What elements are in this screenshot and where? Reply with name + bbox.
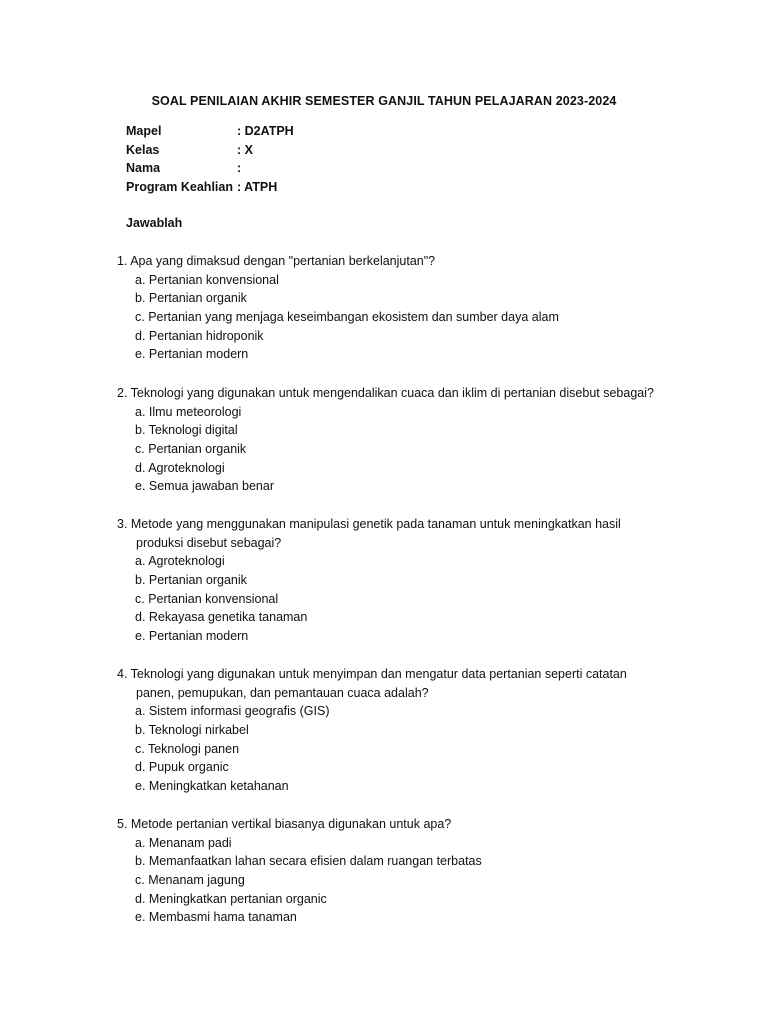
question-text: 1. Apa yang dimaksud dengan "pertanian berkelanjutan"? (117, 254, 436, 268)
info-row-program-keahlian (126, 178, 294, 197)
answer-option-e: e. Semua jawaban benar (135, 479, 274, 494)
answer-options (117, 271, 657, 364)
answer-option-e: e. Membasmi hama tanaman (135, 910, 297, 925)
question-4 (117, 665, 657, 796)
answer-option-e: e. Pertanian modern (135, 347, 249, 362)
info-label: Nama (126, 161, 161, 176)
info-row-nama (126, 159, 294, 178)
question-text: 3. Metode yang menggunakan manipulasi genetik pada tanaman untuk meningkatkan hasil (117, 517, 621, 531)
info-row-kelas (126, 141, 294, 160)
info-value: : D2ATPH (237, 124, 294, 138)
question-text: 4. Teknologi yang digunakan untuk menyimpan dan mengatur data pertanian seperti catatan (117, 667, 627, 681)
answer-option-a: a. Sistem informasi geografis (GIS) (135, 704, 330, 719)
answer-option-c: c. Pertanian yang menjaga keseimbangan ekosistem dan sumber daya alam (135, 310, 559, 325)
answer-option-b: b. Pertanian organik (135, 573, 247, 588)
answer-option-d: d. Pertanian hidroponik (135, 328, 264, 343)
answer-option-a: a. Menanam padi (135, 835, 232, 850)
answer-option-b: b. Teknologi nirkabel (135, 723, 249, 738)
answer-option-e: e. Meningkatkan ketahanan (135, 779, 289, 794)
answer-option-d: d. Pupuk organic (135, 760, 229, 775)
answer-option-e: e. Pertanian modern (135, 629, 249, 644)
answer-options (117, 702, 657, 795)
student-info-block (126, 122, 294, 197)
answer-option-c: c. Menanam jagung (135, 873, 245, 888)
question-1 (117, 252, 657, 364)
answer-option-d: d. Meningkatkan pertanian organic (135, 891, 327, 906)
answer-option-a: a. Pertanian konvensional (135, 272, 279, 287)
document-title: SOAL PENILAIAN AKHIR SEMESTER GANJIL TAHUN PELAJARAN 2023-2024 (151, 94, 617, 108)
answer-option-a: a. Agroteknologi (135, 554, 225, 569)
question-text-continued: panen, pemupukan, dan pemantauan cuaca adalah? (136, 685, 429, 700)
question-5 (117, 815, 657, 927)
question-text-continued: produksi disebut sebagai? (136, 535, 282, 550)
answer-option-a: a. Ilmu meteorologi (135, 404, 242, 419)
answer-options (117, 552, 657, 645)
info-value: : X (237, 142, 253, 157)
question-text: 5. Metode pertanian vertikal biasanya digunakan untuk apa? (117, 817, 452, 831)
question-text: 2. Teknologi yang digunakan untuk mengendalikan cuaca dan iklim di pertanian disebut sebagai? (117, 386, 654, 400)
answer-options (117, 403, 657, 496)
info-label: Kelas (126, 142, 160, 157)
answer-option-c: c. Pertanian konvensional (135, 591, 279, 606)
answer-option-c: c. Pertanian organik (135, 442, 247, 457)
answer-option-b: b. Teknologi digital (135, 423, 238, 438)
info-label: Program Keahlian (126, 180, 233, 195)
info-value: : (237, 161, 242, 176)
answer-option-c: c. Teknologi panen (135, 741, 240, 756)
info-row-mapel (126, 122, 294, 141)
question-2 (117, 384, 657, 496)
answer-option-b: b. Pertanian organik (135, 291, 247, 306)
answer-option-d: d. Agroteknologi (135, 460, 225, 475)
answer-option-b: b. Memanfaatkan lahan secara efisien dalam ruangan terbatas (135, 854, 482, 869)
question-3 (117, 515, 657, 646)
answer-options (117, 834, 657, 927)
answer-option-d: d. Rekayasa genetika tanaman (135, 610, 308, 625)
info-value: : ATPH (237, 180, 278, 195)
info-label: Mapel (126, 124, 162, 138)
instruction-heading: Jawablah (126, 216, 183, 230)
